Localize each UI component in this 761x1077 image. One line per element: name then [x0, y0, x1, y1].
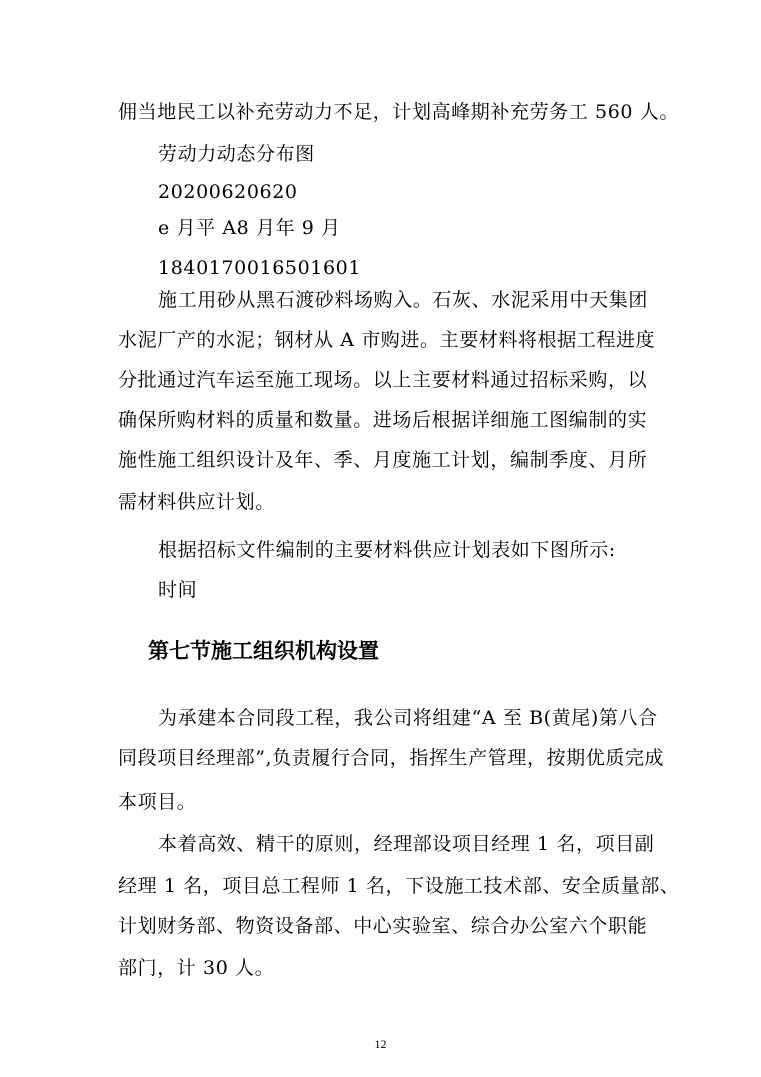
paragraph-line: 时间 [158, 579, 198, 601]
paragraph-line: 为承建本合同段工程，我公司将组建“A 至 B(黄尾)第八合 [158, 707, 658, 729]
paragraph-line: 部门，计 30 人。 [118, 957, 275, 979]
paragraph-line: 同段项目经理部”,负责履行合同，指挥生产管理，按期优质完成 [118, 747, 665, 769]
paragraph-line: 本着高效、精干的原则，经理部设项目经理 1 名，项目副 [158, 833, 655, 855]
paragraph-line: 本项目。 [118, 791, 197, 813]
paragraph-line: 劳动力动态分布图 [158, 143, 315, 165]
paragraph-line: 1840170016501601 [158, 257, 362, 279]
paragraph-line: 需材料供应计划。 [118, 491, 275, 513]
paragraph-line: 佣当地民工以补充劳动力不足，计划高峰期补充劳务工 560 人。 [118, 101, 679, 123]
paragraph-line: 20200620620 [158, 181, 298, 203]
paragraph-line: 分批通过汽车运至施工现场。以上主要材料通过招标采购，以 [118, 369, 648, 391]
paragraph-line: 施工用砂从黑石渡砂料场购入。石灰、水泥采用中天集团 [158, 289, 649, 311]
paragraph-line: 计划财务部、物资设备部、中心实验室、综合办公室六个职能 [118, 915, 648, 937]
paragraph-line: 确保所购材料的质量和数量。进场后根据详细施工图编制的实 [118, 409, 648, 431]
section-heading: 第七节施工组织机构设置 [148, 639, 379, 663]
paragraph-line: 施性施工组织设计及年、季、月度施工计划，编制季度、月所 [118, 449, 648, 471]
paragraph-line: 水泥厂产的水泥；钢材从 A 市购进。主要材料将根据工程进度 [118, 329, 656, 351]
page-number: 12 [374, 1037, 387, 1051]
paragraph-line: 根据招标文件编制的主要材料供应计划表如下图所示: [158, 539, 616, 561]
paragraph-line: 经理 1 名，项目总工程师 1 名，下设施工技术部、安全质量部、 [118, 875, 680, 897]
paragraph-line: e 月平 A8 月年 9 月 [158, 217, 341, 239]
